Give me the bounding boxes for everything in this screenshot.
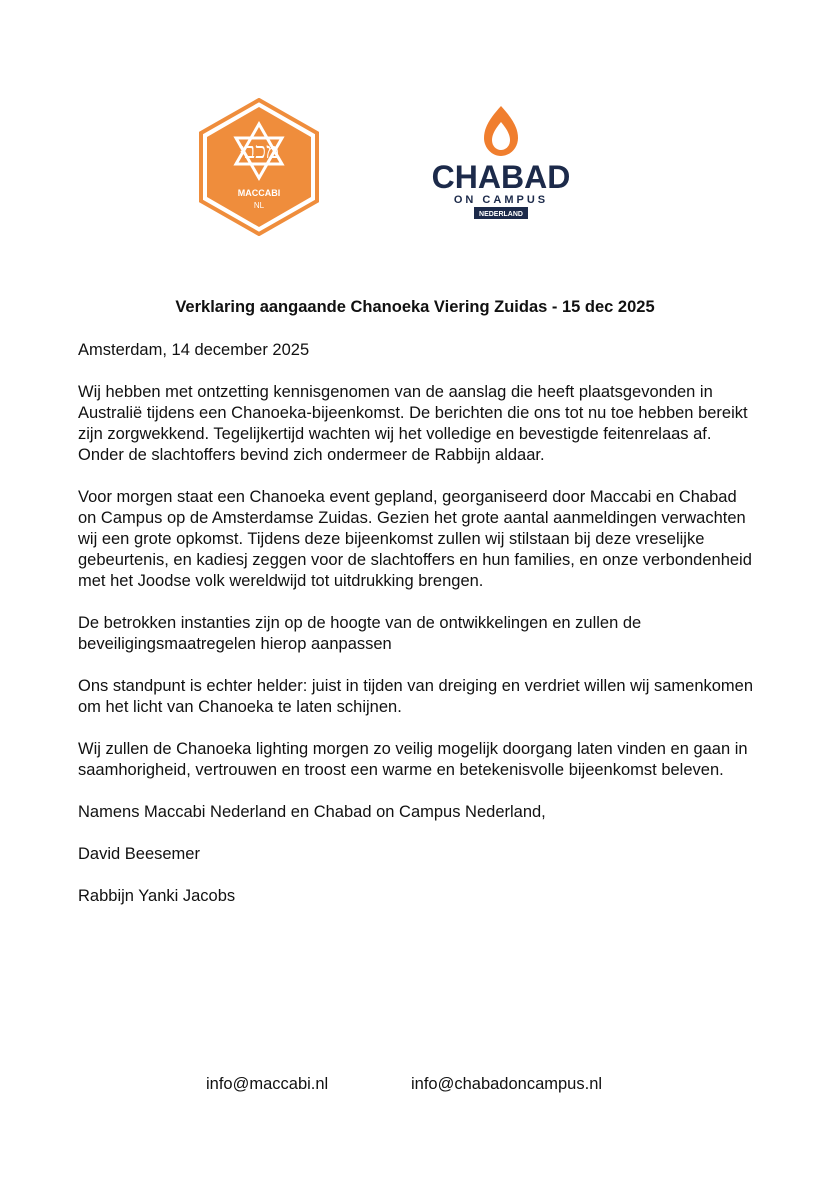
paragraph-3: De betrokken instanties zijn op de hoogte van de ontwikkelingen en zullen de beveiligingsmaatregelen hierop aanpassen: [78, 614, 642, 653]
chabad-logo: [418, 104, 584, 222]
maccabi-logo: [198, 98, 320, 236]
maccabi-wordmark: MACCABI: [237, 188, 281, 198]
closing-line: Namens Maccabi Nederland en Chabad on Campus Nederland,: [78, 803, 546, 821]
flame-icon: [484, 106, 518, 156]
maccabi-email: info@maccabi.nl: [206, 1075, 329, 1093]
paragraph-2: Voor morgen staat een Chanoeka event gepland, georganiseerd door Maccabi en Chabad on Campus op de Amsterdamse Zuidas. Gezien het grote aantal aanmeldingen verwachten wij een grote opkomst. Tijdens deze bijeenkomst zullen wij stilstaan bij deze vreselijke gebeurtenis, en kadiesj zeggen voor de slachtoffers en hun families, en onze verbondenheid met het Joodse volk wereldwijd tot uitdrukking brengen.: [78, 488, 752, 590]
chabad-nederland: NEDERLAND: [479, 211, 523, 218]
letter-date: Amsterdam, 14 december 2025: [78, 341, 310, 359]
signatory-1: David Beesemer: [78, 845, 200, 863]
paragraph-5: Wij zullen de Chanoeka lighting morgen zo veilig mogelijk doorgang laten vinden en gaan in saamhorigheid, vertrouwen en troost een warme en betekenisvolle bijeenkomst beleven.: [78, 740, 748, 779]
maccabi-country: NL: [253, 201, 265, 210]
paragraph-4: Ons standpunt is echter helder: juist in tijden van dreiging en verdriet willen wij samenkomen om het licht van Chanoeka te laten schijnen.: [78, 677, 754, 716]
chabad-on-campus: ON CAMPUS: [453, 194, 549, 206]
maccabi-hebrew: מכבי: [238, 139, 280, 164]
letter-body: [78, 340, 758, 928]
signatory-2: Rabbijn Yanki Jacobs: [78, 887, 236, 905]
chabad-email: info@chabadoncampus.nl: [411, 1075, 603, 1093]
statement-title: Verklaring aangaande Chanoeka Viering Zuidas - 15 dec 2025: [175, 298, 655, 316]
chabad-wordmark: CHABAD: [431, 159, 571, 195]
paragraph-1: Wij hebben met ontzetting kennisgenomen van de aanslag die heeft plaatsgevonden in Australië tijdens een Chanoeka-bijeenkomst. De berichten die ons tot nu toe hebben bereikt zijn zorgwekkend. Tegelijkertijd wachten wij het volledige en bevestigde feitenrelaas af. Onder de slachtoffers bevind zich ondermeer de Rabbijn aldaar.: [78, 383, 748, 464]
